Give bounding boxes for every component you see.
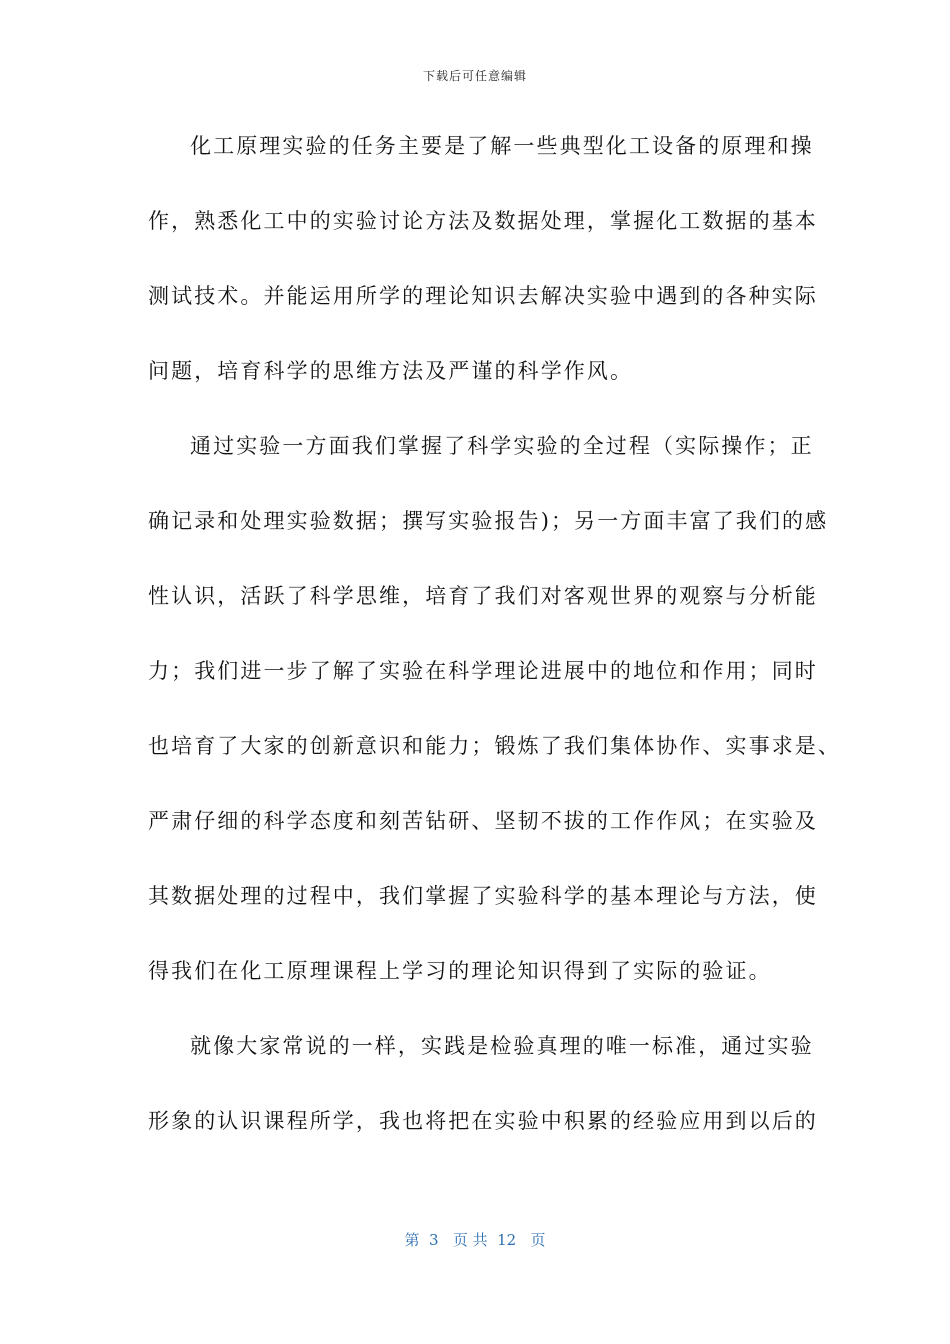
paragraph-2-line-6: 严肃仔细的科学态度和刻苦钻研、坚韧不拔的工作作风；在实验及	[148, 809, 818, 833]
page-number-footer: 第 3 页 共 12 页	[404, 1231, 546, 1249]
page-header: 下载后可任意编辑	[422, 69, 527, 83]
paragraph-2-line-8: 得我们在化工原理课程上学习的理论知识得到了实际的验证。	[148, 959, 772, 983]
paragraph-1-line-1: 化工原理实验的任务主要是了解一些典型化工设备的原理和操	[190, 134, 814, 158]
paragraph-2-line-7: 其数据处理的过程中，我们掌握了实验科学的基本理论与方法，使	[148, 884, 818, 908]
paragraph-2-line-4: 力；我们进一步了解了实验在科学理论进展中的地位和作用；同时	[148, 659, 818, 683]
paragraph-2-line-5: 也培育了大家的创新意识和能力；锻炼了我们集体协作、实事求是、	[148, 734, 841, 758]
paragraph-2-line-2: 确记录和处理实验数据；撰写实验报告)；另一方面丰富了我们的感	[148, 509, 829, 533]
paragraph-3-line-1: 就像大家常说的一样，实践是检验真理的唯一标准，通过实验	[190, 1034, 814, 1058]
paragraph-1-line-4: 问题，培育科学的思维方法及严谨的科学作风。	[148, 359, 634, 383]
paragraph-1-line-2: 作，熟悉化工中的实验讨论方法及数据处理，掌握化工数据的基本	[148, 209, 818, 233]
paragraph-1-line-3: 测试技术。并能运用所学的理论知识去解决实验中遇到的各种实际	[148, 284, 818, 308]
paragraph-2-line-1: 通过实验一方面我们掌握了科学实验的全过程（实际操作；正	[190, 434, 814, 458]
paragraph-2-line-3: 性认识，活跃了科学思维，培育了我们对客观世界的观察与分析能	[148, 584, 818, 608]
paragraph-3-line-2: 形象的认识课程所学，我也将把在实验中积累的经验应用到以后的	[148, 1109, 818, 1133]
document-body	[148, 128, 841, 1178]
